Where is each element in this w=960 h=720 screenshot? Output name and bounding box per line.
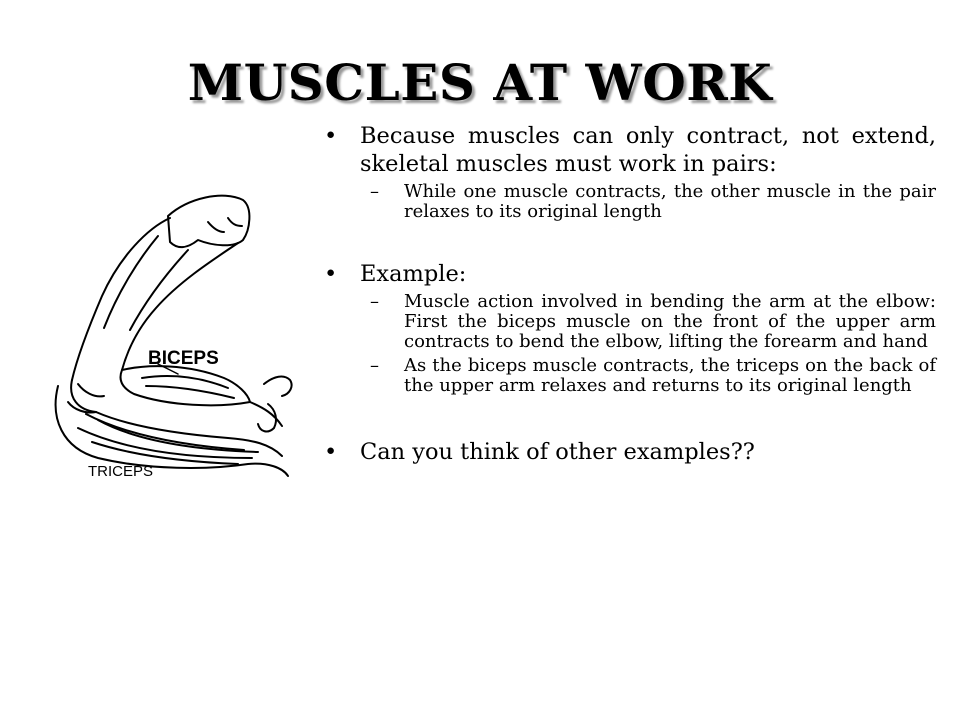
triceps-label: TRICEPS (88, 463, 154, 480)
bullet-item (324, 122, 936, 178)
sub-bullet-item (324, 182, 936, 222)
slide-title: MUSCLES AT WORK (187, 53, 773, 112)
dash-glyph: – (370, 291, 379, 312)
dash-glyph: – (370, 355, 379, 376)
bullet-item (324, 438, 936, 466)
slide-body (324, 122, 936, 466)
sub-bullet-text: As the biceps muscle contracts, the triceps on the back of the upper arm relaxes and returns to its original length (404, 355, 936, 396)
biceps-label: BICEPS (148, 348, 219, 369)
sub-bullet-text: Muscle action involved in bending the arm at the elbow: First the biceps muscle on the front of the upper arm contracts to bend the elbow, lifting the forearm and hand (404, 291, 936, 352)
bullet-item (324, 260, 936, 288)
sub-bullet-item (324, 356, 936, 396)
sub-bullet-text: While one muscle contracts, the other muscle in the pair relaxes to its original length (404, 181, 936, 222)
bullet-glyph: • (324, 123, 338, 149)
bullet-text: Can you think of other examples?? (360, 439, 755, 465)
dash-glyph: – (370, 181, 379, 202)
arm-muscle-diagram (38, 188, 300, 486)
bullet-glyph: • (324, 261, 338, 287)
sub-bullet-item (324, 292, 936, 352)
bullet-glyph: • (324, 439, 338, 465)
bullet-text: Example: (360, 261, 467, 287)
bullet-text: Because muscles can only contract, not extend, skeletal muscles must work in pairs: (360, 123, 936, 177)
